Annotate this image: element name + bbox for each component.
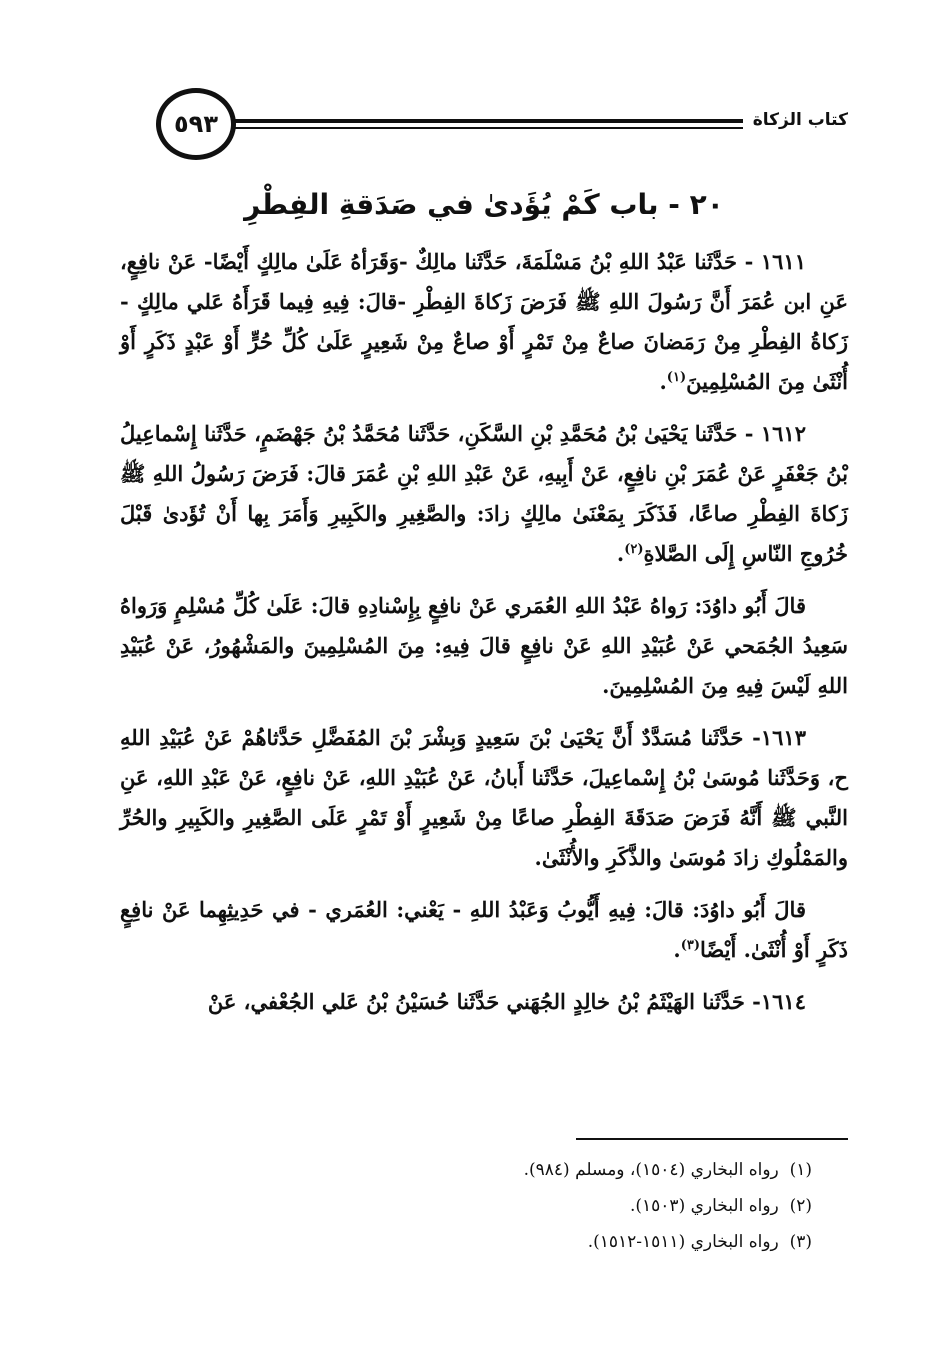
footnote-number: (٣) — [789, 1232, 812, 1252]
paragraph-suffix: . — [659, 369, 667, 394]
paragraph-suffix: . — [616, 541, 625, 566]
abu-dawud-note-2 — [120, 890, 848, 970]
paragraph-suffix: . — [673, 937, 681, 962]
footnote-item — [120, 1152, 848, 1188]
book-title: كتاب الزكاة — [743, 108, 848, 132]
page-number: ٥٩٣ — [174, 110, 218, 138]
hadith-1614 — [120, 982, 848, 1022]
footnote-text: رواه البخاري (١٥٠٣). — [629, 1196, 779, 1216]
paragraph-text: ١٦١١ - حَدَّثَنا عَبْدُ اللهِ بْنُ مَسْلَمَةَ، حَدَّثَنا مالِكٌ -وَقَرَأهُ عَلَىٰ مالِكٍ أَيْضًا- عَنْ نافِعٍ، عَنِ ابن عُمَرَ أَنَّ رَسُولَ اللهِ ﷺ فَرَضَ زَكاةَ الفِطْرِ -قالَ: فِيهِ فِيما قَرَأَهُ عَلي مالِكٍ - زَكاةُ الفِطْرِ مِنْ رَمَضانَ صاعٌ مِنْ تَمْرٍ أَوْ صاعٌ مِنْ شَعِيرٍ عَلَىٰ كُلِّ حُرٍّ أَوْ عَبْدٍ ذَكَرٍ أَوْ أُنْثَىٰ مِنَ المُسْلِمِينَ — [120, 249, 848, 394]
paragraph-text: ١٦١٤- حَدَّثَنا الهَيْثَمُ بْنُ خالِدٍ الجُهَني حَدَّثَنا حُسَيْنُ بْنُ عَلي الجُعْفي، عَنْ — [207, 989, 806, 1014]
footnote-ref[interactable]: (٢) — [624, 542, 644, 557]
hadith-1612 — [120, 414, 848, 574]
hadith-1613 — [120, 718, 848, 878]
text-body — [120, 242, 848, 1034]
paragraph-text: قالَ أَبُو داوُدَ: قالَ: فِيهِ أَيُّوبُ وَعَبْدُ اللهِ - يَعْني: العُمَري - في حَدِيثِهِما عَنْ نافِعٍ ذَكَرٍ أَوْ أُنْثَىٰ. أَيْضًا — [120, 897, 848, 962]
footnote-ref[interactable]: (١) — [666, 370, 687, 385]
paragraph-text: قالَ أَبُو داوُدَ: رَواهُ عَبْدُ اللهِ العُمَري عَنْ نافِعٍ بِإِسْنادِهِ قالَ: عَلَىٰ كُلِّ مُسْلِمٍ وَرَواهُ سَعِيدُ الجُمَحي عَنْ عُبَيْدِ اللهِ عَنْ نافِعٍ قالَ فِيهِ: مِنَ المُسْلِمِينَ والمَشْهُورُ، عَنْ عُبَيْدِ اللهِ لَيْسَ فِيهِ مِنَ المُسْلِمِينَ. — [120, 593, 848, 698]
page-number-badge — [156, 88, 236, 160]
hadith-1611 — [120, 242, 848, 402]
footnote-item — [120, 1188, 848, 1224]
paragraph-text: ١٦١٢ - حَدَّثَنا يَحْيَىٰ بْنُ مُحَمَّدِ بْنِ السَّكَنِ، حَدَّثَنا مُحَمَّدُ بْنُ جَهْضَمٍ، حَدَّثَنا إِسْماعِيلُ بْنُ جَعْفَرٍ عَنْ عُمَرَ بْنِ نافِعٍ، عَنْ أَبِيهِ، عَنْ عَبْدِ اللهِ بْنِ عُمَرَ قالَ: فَرَضَ رَسُولُ اللهِ ﷺ زَكاةَ الفِطْرِ صاعًا، فَذَكَرَ بِمَعْنَىٰ مالِكٍ زادَ: والصَّغِيرِ والكَبِيرِ وَأَمَرَ بِها أَنْ تُؤَدىٰ قَبْلَ خُرُوجِ النّاسِ إِلَى الصَّلاةِ — [120, 421, 848, 566]
footnote-number: (١) — [789, 1160, 812, 1180]
footnote-number: (٢) — [789, 1196, 812, 1216]
paragraph-text: ١٦١٣- حَدَّثَنا مُسَدَّدٌ أَنَّ يَحْيَىٰ بْنَ سَعِيدٍ وَبِشْرَ بْنَ المُفَضَّلِ حَدَّثاهُمْ عَنْ عُبَيْدِ اللهِ ح، وَحَدَّثَنا مُوسَىٰ بْنُ إِسْماعِيلَ، حَدَّثَنا أَبانُ، عَنْ عُبَيْدِ اللهِ، عَنْ نافِعٍ، عَنْ عَبْدِ اللهِ، عَنِ النَّبي ﷺ أَنَّهُ فَرَضَ صَدَقَةَ الفِطْرِ صاعًا مِنْ شَعِيرٍ أَوْ تَمْرٍ عَلَى الصَّغِيرِ والكَبِيرِ والحُرِّ والمَمْلُوكِ زادَ مُوسَىٰ والذَّكَرِ والأُنْثَىٰ. — [120, 725, 848, 870]
chapter-heading: ٢٠ - باب كَمْ يُؤَدىٰ في صَدَقةِ الفِطْرِ — [244, 188, 724, 221]
footnote-ref[interactable]: (٣) — [680, 938, 701, 953]
footnotes — [120, 1152, 848, 1260]
footnote-separator — [576, 1138, 848, 1140]
footnote-text: رواه البخاري (١٥١١-١٥١٢). — [587, 1232, 779, 1252]
page-header — [120, 88, 848, 168]
abu-dawud-note-1 — [120, 586, 848, 706]
footnote-text: رواه البخاري (١٥٠٤)، ومسلم (٩٨٤). — [523, 1160, 779, 1180]
footnote-item — [120, 1224, 848, 1260]
